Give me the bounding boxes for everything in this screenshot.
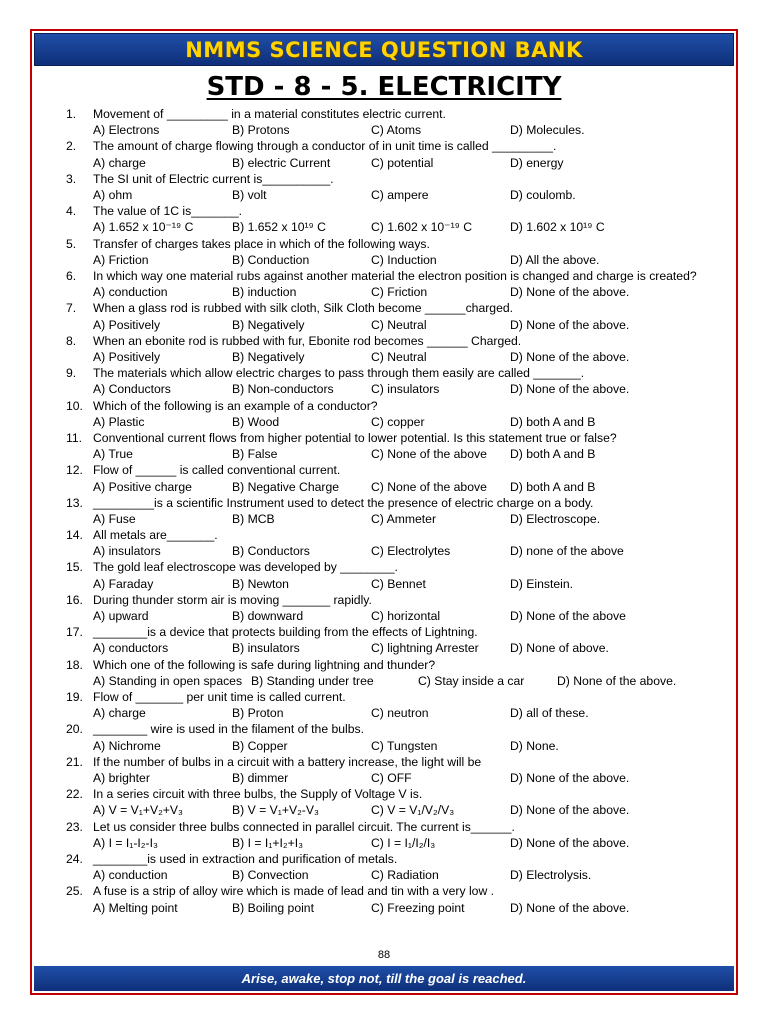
answer-option: D) energy [510, 155, 564, 170]
answer-option: A) True [93, 447, 133, 462]
answer-option: A) upward [93, 609, 149, 624]
question-text: When a glass rod is rubbed with silk cloth, Silk Cloth become ______charged. [93, 301, 514, 316]
answer-option: D) none of the above [510, 544, 624, 559]
answer-option: C) neutron [371, 706, 429, 721]
question-row [66, 106, 706, 122]
answer-option: B) Convection [232, 868, 309, 883]
answer-option: B) Protons [232, 123, 290, 138]
answer-option: B) 1.652 x 10¹⁹ C [232, 220, 326, 235]
question-text: Flow of _______ per unit time is called current. [93, 690, 346, 705]
answer-options [93, 802, 706, 818]
question-row [66, 462, 706, 478]
question-text: _________is a scientific Instrument used to detect the presence of electric charge on a body. [93, 495, 594, 510]
banner-title: NMMS SCIENCE QUESTION BANK [185, 37, 583, 62]
answer-option: A) brighter [93, 771, 150, 786]
answer-option: D) None of the above. [510, 900, 630, 915]
answer-options [93, 414, 706, 430]
answer-options [93, 381, 706, 397]
question-text: Which one of the following is safe during lightning and thunder? [93, 657, 436, 672]
question-number: 12. [66, 463, 83, 478]
question-number: 20. [66, 722, 83, 737]
answer-option: A) 1.652 x 10⁻¹⁹ C [93, 220, 194, 235]
question-number: 6. [66, 268, 77, 283]
question-item [66, 624, 706, 656]
answer-option: D) None of the above. [510, 803, 630, 818]
question-row [66, 236, 706, 252]
answer-options [93, 608, 706, 624]
question-number: 21. [66, 754, 83, 769]
answer-option: A) charge [93, 155, 146, 170]
question-row [66, 786, 706, 802]
answer-option: B) Wood [232, 414, 280, 429]
question-list [66, 106, 706, 916]
answer-option: B) Copper [232, 738, 288, 753]
question-text: During thunder storm air is moving _______ rapidly. [93, 592, 372, 607]
question-row [66, 268, 706, 284]
question-text: If the number of bulbs in a circuit with a battery increase, the light will be [93, 754, 482, 769]
answer-option: B) Negative Charge [232, 479, 340, 494]
answer-options [93, 122, 706, 138]
question-row [66, 398, 706, 414]
question-text: The materials which allow electric charges to pass through them easily are called _______. [93, 366, 585, 381]
question-item [66, 300, 706, 332]
question-item [66, 527, 706, 559]
answer-options [93, 576, 706, 592]
question-text: ________is used in extraction and purification of metals. [93, 851, 398, 866]
question-item [66, 203, 706, 235]
question-text: All metals are_______. [93, 528, 218, 543]
question-text: Transfer of charges takes place in which of the following ways. [93, 236, 430, 251]
answer-option: C) Tungsten [371, 738, 438, 753]
answer-option: C) Electrolytes [371, 544, 451, 559]
question-text: In which way one material rubs against another material the electron position is changed and charge is created? [93, 268, 697, 283]
answer-option: B) Conductors [232, 544, 310, 559]
answer-option: D) None of the above [510, 609, 626, 624]
answer-options [93, 835, 706, 851]
question-item [66, 462, 706, 494]
answer-option: C) Neutral [371, 317, 427, 332]
answer-option: D) All the above. [510, 252, 600, 267]
question-row [66, 559, 706, 575]
question-number: 2. [66, 139, 77, 154]
answer-option: A) Electrons [93, 123, 160, 138]
answer-option: D) 1.602 x 10¹⁹ C [510, 220, 605, 235]
answer-option: A) Conductors [93, 382, 171, 397]
answer-option: D) Molecules. [510, 123, 585, 138]
question-text: Conventional current flows from higher potential to lower potential. Is this statement true or false? [93, 430, 617, 445]
question-number: 7. [66, 301, 77, 316]
answer-options [93, 187, 706, 203]
question-item [66, 333, 706, 365]
answer-option: A) Nichrome [93, 738, 161, 753]
question-item [66, 236, 706, 268]
answer-option: C) potential [371, 155, 434, 170]
answer-options [93, 349, 706, 365]
page-number: 88 [377, 949, 391, 961]
answer-option: A) conduction [93, 868, 168, 883]
answer-options [93, 317, 706, 333]
answer-option: A) Standing in open spaces [93, 673, 243, 688]
question-number: 10. [66, 398, 83, 413]
question-row [66, 819, 706, 835]
answer-options [93, 479, 706, 495]
question-number: 5. [66, 236, 77, 251]
answer-options [93, 867, 706, 883]
answer-options [93, 252, 706, 268]
question-number: 17. [66, 625, 83, 640]
question-row [66, 300, 706, 316]
answer-options [93, 543, 706, 559]
answer-option: C) Stay inside a car [418, 673, 525, 688]
answer-option: C) Induction [371, 252, 437, 267]
question-row [66, 721, 706, 737]
question-item [66, 592, 706, 624]
answer-option: C) lightning Arrester [371, 641, 479, 656]
answer-option: C) horizontal [371, 609, 441, 624]
question-item [66, 171, 706, 203]
question-item [66, 559, 706, 591]
question-item [66, 268, 706, 300]
answer-option: B) downward [232, 609, 304, 624]
question-text: The amount of charge flowing through a conductor of in unit time is called _________. [93, 139, 557, 154]
question-item [66, 495, 706, 527]
answer-option: C) OFF [371, 771, 412, 786]
answer-option: B) Standing under tree [251, 673, 374, 688]
answer-options [93, 155, 706, 171]
question-row [66, 203, 706, 219]
question-number: 14. [66, 528, 83, 543]
answer-option: A) Faraday [93, 576, 154, 591]
footer-banner [34, 966, 734, 991]
question-item [66, 106, 706, 138]
question-text: The value of 1C is_______. [93, 204, 243, 219]
answer-option: B) MCB [232, 511, 275, 526]
answer-option: C) copper [371, 414, 425, 429]
answer-option: C) insulators [371, 382, 440, 397]
question-row [66, 624, 706, 640]
answer-option: A) Friction [93, 252, 149, 267]
answer-option: B) Proton [232, 706, 284, 721]
question-number: 8. [66, 333, 77, 348]
question-number: 22. [66, 787, 83, 802]
question-number: 15. [66, 560, 83, 575]
question-row [66, 138, 706, 154]
question-row [66, 689, 706, 705]
answer-option: A) V = V₁+V₂+V₃ [93, 803, 184, 818]
footer-motto: Arise, awake, stop not, till the goal is reached. [241, 971, 527, 986]
answer-option: D) Electroscope. [510, 511, 601, 526]
question-item [66, 851, 706, 883]
answer-option: A) Positively [93, 349, 161, 364]
answer-option: C) Ammeter [371, 511, 437, 526]
answer-options [93, 673, 706, 689]
answer-option: A) Fuse [93, 511, 136, 526]
answer-option: D) None of the above. [510, 771, 630, 786]
question-text: Flow of ______ is called conventional current. [93, 463, 341, 478]
question-item [66, 689, 706, 721]
question-text: Which of the following is an example of a conductor? [93, 398, 378, 413]
answer-option: C) V = V₁/V₂/V₃ [371, 803, 455, 818]
answer-option: D) Einstein. [510, 576, 573, 591]
answer-option: C) Neutral [371, 349, 427, 364]
question-text: A fuse is a strip of alloy wire which is made of lead and tin with a very low . [93, 884, 495, 899]
answer-option: B) insulators [232, 641, 300, 656]
question-number: 19. [66, 690, 83, 705]
answer-option: A) Melting point [93, 900, 178, 915]
question-number: 3. [66, 171, 77, 186]
answer-option: D) both A and B [510, 447, 596, 462]
answer-option: D) Electrolysis. [510, 868, 592, 883]
answer-option: C) Radiation [371, 868, 439, 883]
question-number: 11. [66, 430, 83, 445]
chapter-title: STD - 8 - 5. ELECTRICITY [206, 72, 562, 102]
answer-options [93, 284, 706, 300]
answer-options [93, 770, 706, 786]
question-number: 24. [66, 851, 83, 866]
question-text: The SI unit of Electric current is__________. [93, 171, 334, 186]
answer-option: A) Positively [93, 317, 161, 332]
question-row [66, 657, 706, 673]
question-item [66, 819, 706, 851]
answer-option: B) electric Current [232, 155, 331, 170]
question-row [66, 754, 706, 770]
answer-option: C) Bennet [371, 576, 426, 591]
answer-option: B) dimmer [232, 771, 289, 786]
question-row [66, 592, 706, 608]
question-row [66, 851, 706, 867]
answer-option: C) Friction [371, 285, 428, 300]
question-row [66, 171, 706, 187]
question-row [66, 365, 706, 381]
answer-option: A) Plastic [93, 414, 145, 429]
question-row [66, 333, 706, 349]
answer-options [93, 446, 706, 462]
answer-option: C) Atoms [371, 123, 422, 138]
answer-option: A) ohm [93, 187, 133, 202]
banner [34, 33, 734, 66]
answer-option: D) None of the above. [557, 673, 677, 688]
question-row [66, 883, 706, 899]
answer-option: C) I = I₁/I₂/I₃ [371, 835, 436, 850]
question-text: Let us consider three bulbs connected in parallel circuit. The current is______. [93, 819, 515, 834]
question-text: In a series circuit with three bulbs, the Supply of Voltage V is. [93, 787, 423, 802]
question-item [66, 398, 706, 430]
question-number: 13. [66, 495, 83, 510]
question-number: 25. [66, 884, 83, 899]
answer-option: D) coulomb. [510, 187, 576, 202]
answer-option: D) both A and B [510, 479, 596, 494]
question-item [66, 786, 706, 818]
question-item [66, 721, 706, 753]
answer-option: D) None. [510, 738, 559, 753]
answer-option: D) None of the above. [510, 349, 630, 364]
answer-option: B) Boiling point [232, 900, 314, 915]
answer-option: D) None of the above. [510, 835, 630, 850]
question-text: The gold leaf electroscope was developed by ________. [93, 560, 398, 575]
answer-option: D) None of the above. [510, 285, 630, 300]
answer-option: A) I = I₁-I₂-I₃ [93, 835, 158, 850]
answer-option: D) both A and B [510, 414, 596, 429]
answer-option: A) Positive charge [93, 479, 192, 494]
question-item [66, 754, 706, 786]
answer-options [93, 640, 706, 656]
answer-options [93, 705, 706, 721]
answer-option: C) ampere [371, 187, 429, 202]
question-row [66, 495, 706, 511]
question-item [66, 138, 706, 170]
question-number: 1. [66, 107, 77, 121]
answer-option: B) volt [232, 187, 267, 202]
answer-option: D) None of the above. [510, 382, 630, 397]
question-item [66, 883, 706, 915]
answer-option: B) V = V₁+V₂-V₃ [232, 803, 319, 818]
answer-option: C) 1.602 x 10⁻¹⁹ C [371, 220, 473, 235]
question-number: 9. [66, 366, 77, 381]
answer-option: B) Negatively [232, 317, 305, 332]
answer-options [93, 219, 706, 235]
question-item [66, 365, 706, 397]
question-item [66, 657, 706, 689]
answer-option: B) I = I₁+I₂+I₃ [232, 835, 304, 850]
question-row [66, 430, 706, 446]
answer-option: B) Conduction [232, 252, 310, 267]
page-title [0, 72, 768, 102]
answer-option: C) None of the above [371, 447, 487, 462]
answer-options [93, 738, 706, 754]
answer-option: D) None of the above. [510, 317, 630, 332]
answer-options [93, 900, 706, 916]
answer-option: C) None of the above [371, 479, 487, 494]
question-text: Movement of _________ in a material constitutes electric current. [93, 107, 446, 121]
question-row [66, 527, 706, 543]
question-text: When an ebonite rod is rubbed with fur, Ebonite rod becomes ______ Charged. [93, 333, 522, 348]
answer-option: A) insulators [93, 544, 161, 559]
answer-option: B) Newton [232, 576, 289, 591]
answer-option: D) None of above. [510, 641, 609, 656]
question-text: ________is a device that protects building from the effects of Lightning. [93, 625, 478, 640]
answer-option: C) Freezing point [371, 900, 465, 915]
answer-options [93, 511, 706, 527]
answer-option: A) conduction [93, 285, 168, 300]
question-item [66, 430, 706, 462]
answer-option: A) conductors [93, 641, 169, 656]
question-text: ________ wire is used in the filament of the bulbs. [93, 722, 365, 737]
answer-option: B) Negatively [232, 349, 305, 364]
answer-option: A) charge [93, 706, 146, 721]
answer-option: B) Non-conductors [232, 382, 334, 397]
answer-option: D) all of these. [510, 706, 589, 721]
question-number: 23. [66, 819, 83, 834]
question-number: 4. [66, 204, 77, 219]
question-number: 16. [66, 592, 83, 607]
question-number: 18. [66, 657, 83, 672]
answer-option: B) induction [232, 285, 297, 300]
answer-option: B) False [232, 447, 278, 462]
